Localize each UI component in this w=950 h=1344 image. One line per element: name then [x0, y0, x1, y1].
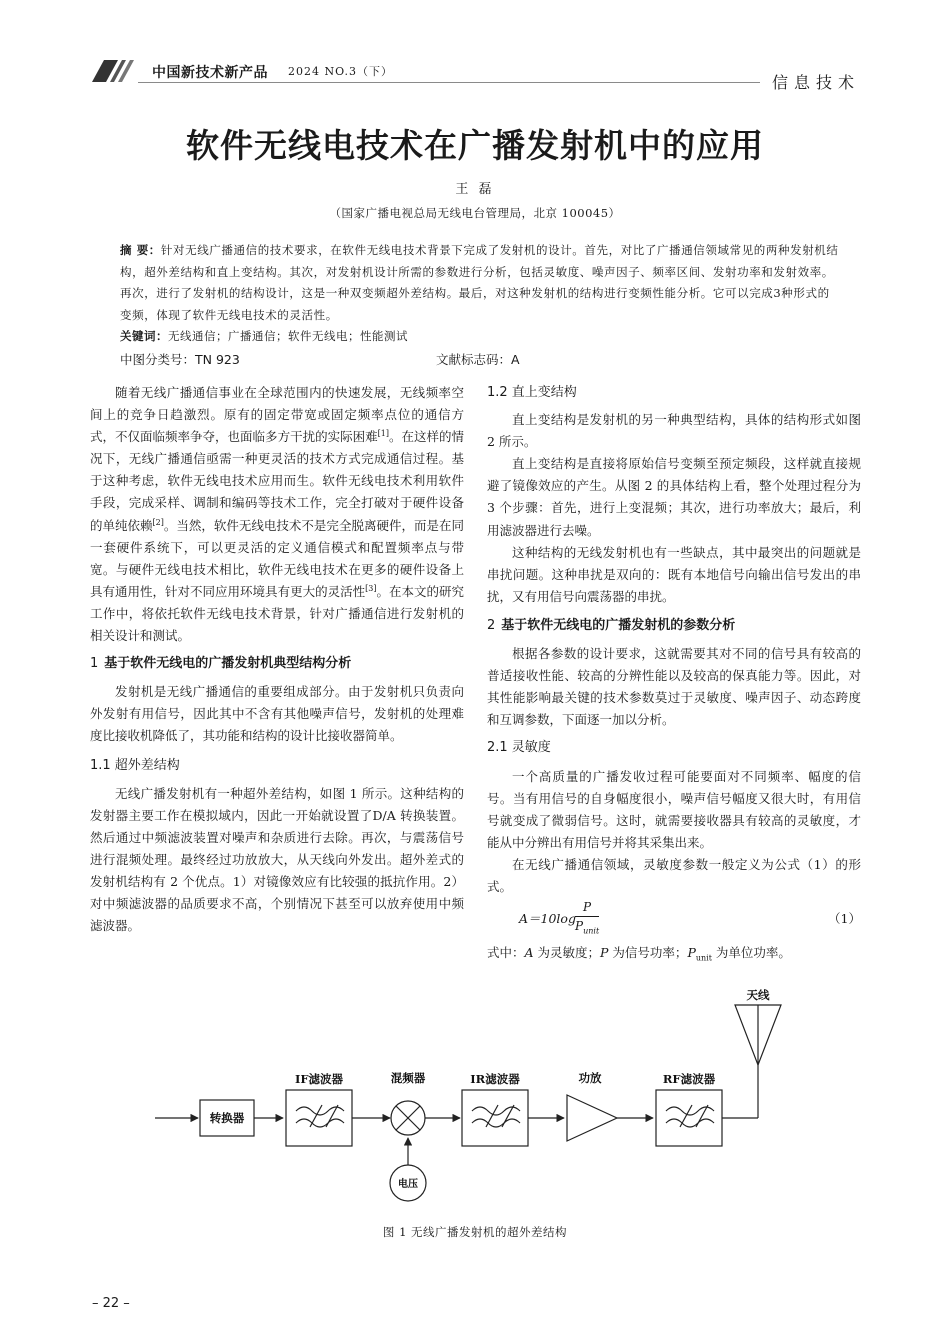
abstract-text: 针对无线广播通信的技术要求，在软件无线电技术背景下完成了发射机的设计。首先，对比了广播通信领域常见的两种发射机结构，超外差结构和直上变结构。其次，对发射机设计所需的参数进行分析，包括灵敏度、噪声因子、频率区间、发射功率和发射效率。再次，进行了发射机的结构设计，这是一种双变频超外差结构。最后，对这种发射机的结构进行变频性能分析。它可以完成3种形式的变频，体现了软件无线电技术的灵活性。 — [120, 243, 839, 322]
formula-number: （1） — [828, 911, 861, 927]
ref-2[interactable]: [2] — [152, 517, 164, 527]
ir-filter-block — [462, 1090, 528, 1146]
section-2-paragraph: 根据各参数的设计要求，这就需要其对不同的信号具有较高的普适接收性能、较高的分辨性能以及较高的保真能力等。因此，对其性能影响最关键的技术参数莫过于灵敏度、噪声因子、动态跨度和互调参数，下面逐一加以分析。 — [487, 646, 861, 728]
clc-number: 中图分类号：TN 923 — [120, 352, 240, 367]
figure-1-diagram — [150, 985, 800, 1215]
converter-label: 转换器 — [209, 1111, 245, 1125]
affiliation: （国家广播电视总局无线电台管理局，北京 100045） — [329, 206, 621, 220]
formula-fraction: P $P_{unit}$ — [575, 900, 600, 936]
mixer-label: 混频器 — [390, 1071, 426, 1085]
section-2-1-paragraph-2: 在无线广播通信领域，灵敏度参数一般定义为公式（1）的形式。 — [487, 856, 861, 894]
intro-paragraph: 随着无线广播通信事业在全球范围内的快速发展，无线频率空间上的竞争日趋激烈。原有的固定带宽或固定频率点位的通信方式，不仅面临频率争夺，也面临多方干扰的实际困难[1]。在这样的情况下，无线广播通信亟需一种更灵活的技术方式完成通信过程。基于这种考虑，软件无线电技术应用而生。软件无线电技术利用软件手段，完成采样、调制和编码等技术工作，完全打破对于硬件设备的单纯依赖[2]。当然，软件无线电技术不是完全脱离硬件，而是在同一套硬件系统下，可以更灵活的定义通信模式和配置频率点与带宽。与硬件无线电技术相比，软件无线电技术在更多的硬件设备上具有通用性，针对不同应用环境具有更大的灵活性[3]。在本文的研究工作中，将依托软件无线电技术背景，针对广播通信进行发射机的相关设计和测试。 — [90, 385, 464, 644]
ref-1[interactable]: [1] — [377, 429, 389, 439]
author: 王 磊 — [455, 182, 495, 197]
section-1-1-paragraph: 无线广播发射机有一种超外差结构，如图 1 所示。这种结构的发射器主要工作在模拟域内，因此一开始就设置了D/A 转换装置。然后通过中频滤波装置对噪声和杂质进行去除。再次，与震荡信号进行混频处理。最终经过功放放大，从天线向外发出。超外差式的发射机结构有 2 个优点。1）对镜像效应有比较强的抵抗作用。2）对中频滤波器的品质要求不高，个别情况下甚至可以放弃使用中频滤波器。 — [90, 785, 464, 934]
section-1-heading: 1 基于软件无线电的广播发射机典型结构分析 — [90, 656, 352, 672]
journal-issue: 2024 NO.3（下） — [288, 65, 393, 78]
if-filter-label: IF滤波器 — [294, 1072, 344, 1086]
figure-1-caption: 图 1 无线广播发射机的超外差结构 — [382, 1225, 568, 1239]
abstract-label: 摘 要： — [120, 243, 161, 257]
formula-explanation: 式中：A 为灵敏度；P 为信号功率；$P_{unit}$ 为单位功率。 — [487, 945, 791, 963]
journal-logo-icon — [92, 60, 138, 82]
section-2-1-paragraph-1: 一个高质量的广播发收过程可能要面对不同频率、幅度的信号。当有用信号的自身幅度很小，噪声信号幅度又很大时，有用信号就变成了微弱信号。这时，就需要接收器具有较高的灵敏度，才能从中分辨出有用信号并将其采集出来。 — [487, 768, 861, 850]
section-label: 信息技术 — [772, 73, 861, 92]
section-1-2-heading: 1.2 直上变结构 — [487, 385, 577, 400]
page-number: – 22 – — [92, 1296, 130, 1311]
section-1-paragraph: 发射机是无线广播通信的重要组成部分。由于发射机只负责向外发射有用信号，因此其中不含有其他噪声信号，发射机的处理难度比接收机降低了，其功能和结构的设计比接收器简单。 — [90, 684, 464, 744]
amplifier-label: 功放 — [578, 1071, 602, 1085]
keywords — [120, 328, 840, 344]
rf-filter-block — [656, 1090, 722, 1146]
formula-1 — [487, 898, 861, 942]
if-filter-block — [286, 1090, 352, 1146]
ir-filter-label: IR滤波器 — [470, 1072, 520, 1086]
rf-filter-label: RF滤波器 — [662, 1072, 716, 1086]
left-column — [90, 382, 464, 937]
section-1-1-heading: 1.1 超外差结构 — [90, 757, 180, 773]
section-1-2-paragraph-1: 直上变结构是发射机的另一种典型结构，具体的结构形式如图 2 所示。 — [487, 412, 861, 450]
paper-title: 软件无线电技术在广播发射机中的应用 — [186, 126, 764, 165]
section-1-2-paragraph-3: 这种结构的无线发射机也有一些缺点，其中最突出的问题就是串扰问题。这种串扰是双向的：既有本地信号向输出信号发出的串扰，又有用信号向震荡器的串扰。 — [487, 544, 861, 604]
keywords-text: 无线通信；广播通信；软件无线电；性能测试 — [168, 329, 408, 343]
journal-name: 中国新技术新产品 — [152, 65, 268, 81]
header-divider — [138, 82, 760, 83]
keywords-label: 关键词： — [120, 329, 168, 343]
document-code: 文献标志码：A — [436, 352, 520, 367]
antenna-label: 天线 — [746, 988, 770, 1002]
formula-lhs: A＝10log — [519, 911, 576, 927]
amplifier-symbol — [567, 1095, 617, 1141]
section-2-1-heading: 2.1 灵敏度 — [487, 740, 551, 756]
section-2-heading: 2 基于软件无线电的广播发射机的参数分析 — [487, 617, 736, 633]
voltage-label: 电压 — [398, 1179, 418, 1190]
abstract — [120, 240, 840, 326]
ref-3[interactable]: [3] — [365, 583, 377, 593]
right-column — [487, 382, 861, 964]
section-1-2-paragraph-2: 直上变结构是直接将原始信号变频至预定频段，这样就直接规避了镜像效应的产生。从图 2 的具体结构上看，整个处理过程分为 3 个步骤：首先，进行上变混频；其次，进行功率放大；最后，利用滤波器进行去噪。 — [487, 456, 861, 538]
